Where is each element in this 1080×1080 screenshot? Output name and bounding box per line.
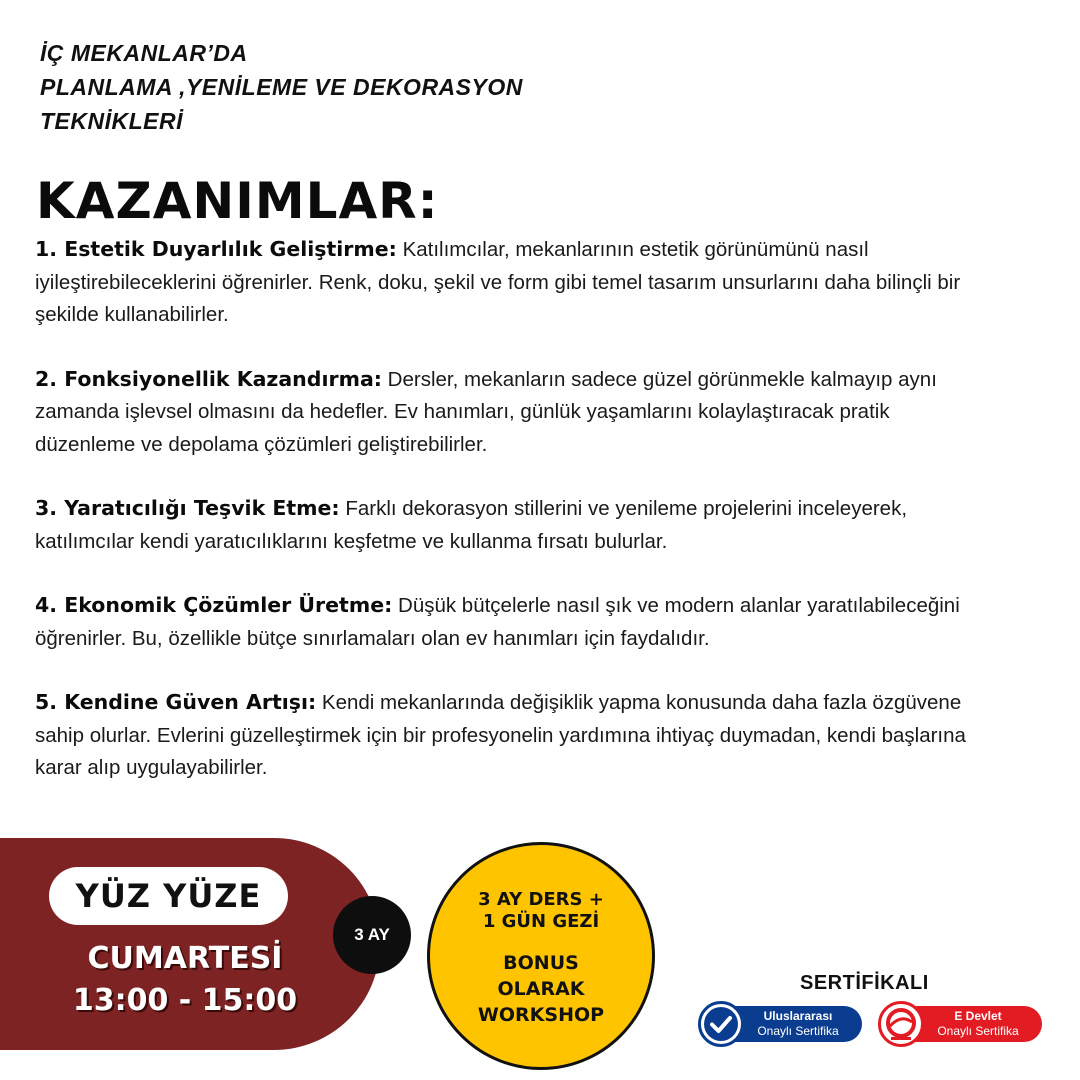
item-title: 1. Estetik Duyarlılık Geliştirme: — [35, 237, 397, 261]
item-text: Farklı dekorasyon stillerini ve yenileme projelerini inceleyerek, katılımcılar kendi yaratıcılıklarını keşfetme ve kullanma fırsatı bulurlar. — [35, 497, 908, 553]
item-title: 2. Fonksiyonellik Kazandırma: — [35, 366, 382, 391]
offer-line-1: 3 AY DERS + — [478, 889, 604, 910]
item-title: 3. Yaratıcılığı Teşvik Etme: — [35, 496, 340, 520]
badge-line-2: Onaylı Sertifika — [937, 1024, 1019, 1038]
offer-line-3: BONUS — [503, 952, 579, 974]
badge-line-1: Uluslararası — [763, 1009, 833, 1023]
list-item — [35, 686, 975, 785]
item-title: 5. Kendine Güven Artışı: — [35, 690, 317, 714]
list-item — [35, 363, 975, 462]
schedule-day: CUMARTESİ — [87, 941, 283, 976]
item-text: Kendi mekanlarında değişiklik yapma konusunda daha fazla özgüvene sahip olurlar. Evlerini güzelleştirmek için bir profesyonelin yardımına ihtiyaç duymadan, kendi başlarına karar alıp uygulayabilirler. — [35, 691, 966, 779]
format-badge: YÜZ YÜZE — [49, 867, 288, 925]
item-text: Dersler, mekanların sadece güzel görünmekle kalmayıp aynı zamanda işlevsel olmasını da hedefler. Ev hanımları, günlük yaşamlarını kolaylaştıracak pratik düzenleme ve depolama çözümleri geliştirebilirler. — [35, 367, 937, 456]
offer-badge — [427, 842, 655, 1070]
duration-badge: 3 AY — [333, 896, 411, 974]
course-topic — [40, 36, 523, 138]
offer-line-4: OLARAK — [497, 978, 585, 1000]
badge-line-1: E Devlet — [954, 1009, 1002, 1023]
topic-line-1: İÇ MEKANLAR’DA — [40, 40, 248, 66]
check-icon — [698, 1001, 744, 1047]
topic-line-2: PLANLAMA ,YENİLEME VE DEKORASYON — [40, 74, 523, 100]
edevlet-logo-icon — [878, 1001, 924, 1047]
list-item — [35, 233, 975, 332]
certificate-title: SERTİFİKALI — [800, 972, 929, 994]
offer-line-2: 1 GÜN GEZİ — [482, 911, 600, 932]
list-item — [35, 589, 975, 655]
outcomes-list — [35, 233, 975, 816]
item-text: Düşük bütçelerle nasıl şık ve modern alanlar yaratılabileceğini öğrenirler. Bu, özellikle bütçe sınırlamaları olan ev hanımları için faydalıdır. — [35, 594, 960, 650]
topic-line-3: TEKNİKLERİ — [40, 108, 183, 134]
offer-line-5: WORKSHOP — [477, 1004, 605, 1026]
list-item — [35, 492, 975, 558]
item-title: 4. Ekonomik Çözümler Üretme: — [35, 593, 393, 617]
offer-main — [430, 889, 652, 933]
badge-line-2: Onaylı Sertifika — [757, 1024, 839, 1038]
page-title: KAZANIMLAR: — [36, 172, 439, 230]
item-text: Katılımcılar, mekanlarının estetik görünümünü nasıl iyileştirebileceklerini öğrenirler. Renk, doku, şekil ve form gibi temel tasarım unsurlarını daha bilinçli bir şekilde kullanabilirler. — [35, 238, 961, 326]
schedule-time: 13:00 - 15:00 — [72, 983, 298, 1018]
schedule-info — [40, 938, 330, 1022]
offer-bonus — [430, 950, 652, 1028]
